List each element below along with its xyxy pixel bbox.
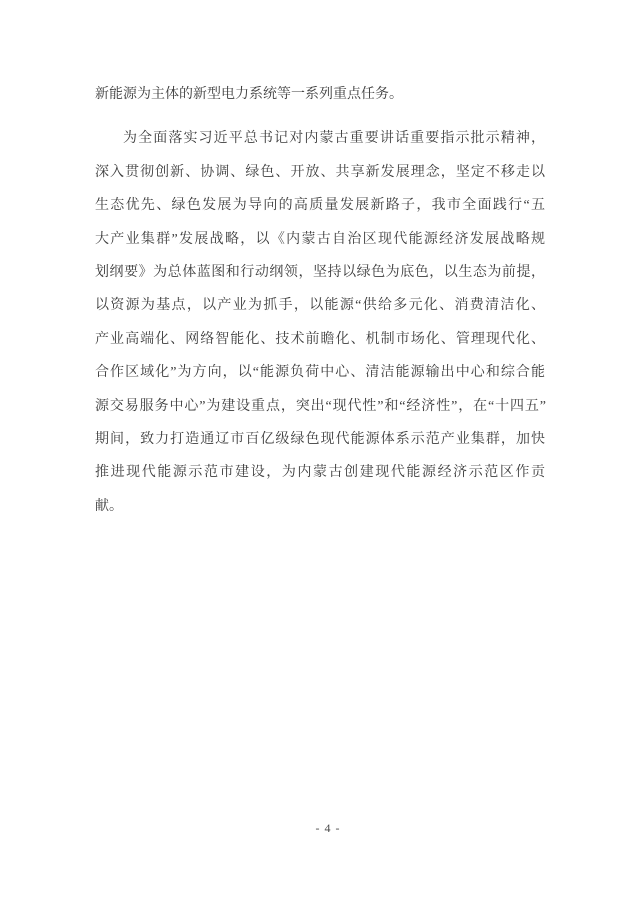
- text-line: 划纲要》为总体蓝图和行动纲领，坚持以绿色为底色，以生态为前提，: [95, 265, 545, 281]
- text-line: 献。: [95, 498, 123, 514]
- text-line: 推进现代能源示范市建设，为内蒙古创建现代能源经济示范区作贡: [95, 465, 545, 481]
- text-line: 源交易服务中心”为建设重点，突出“现代性”和“经济性”，在“十四五”: [95, 398, 545, 414]
- text-line: 新能源为主体的新型电力系统等一系列重点任务。: [95, 87, 403, 102]
- text-line: 生态优先、绿色发展为导向的高质量发展新路子，我市全面践行“五: [95, 198, 545, 214]
- page-number: - 4 -: [315, 821, 341, 835]
- text-line: 以资源为基点，以产业为抓手，以能源“供给多元化、消费清洁化、: [95, 298, 545, 314]
- text-line: 大产业集群”发展战略，以《内蒙古自治区现代能源经济发展战略规: [95, 231, 545, 247]
- text-line: 产业高端化、网络智能化、技术前瞻化、机制市场化、管理现代化、: [95, 331, 545, 347]
- text-line: 深入贯彻创新、协调、绿色、开放、共享新发展理念，坚定不移走以: [95, 164, 545, 180]
- text-line: 为全面落实习近平总书记对内蒙古重要讲话重要指示批示精神，: [123, 131, 545, 147]
- text-line: 期间，致力打造通辽市百亿级绿色现代能源体系示范产业集群，加快: [95, 432, 545, 448]
- body-text: [95, 78, 545, 523]
- text-line: 合作区域化”为方向，以“能源负荷中心、清洁能源输出中心和综合能: [95, 365, 545, 381]
